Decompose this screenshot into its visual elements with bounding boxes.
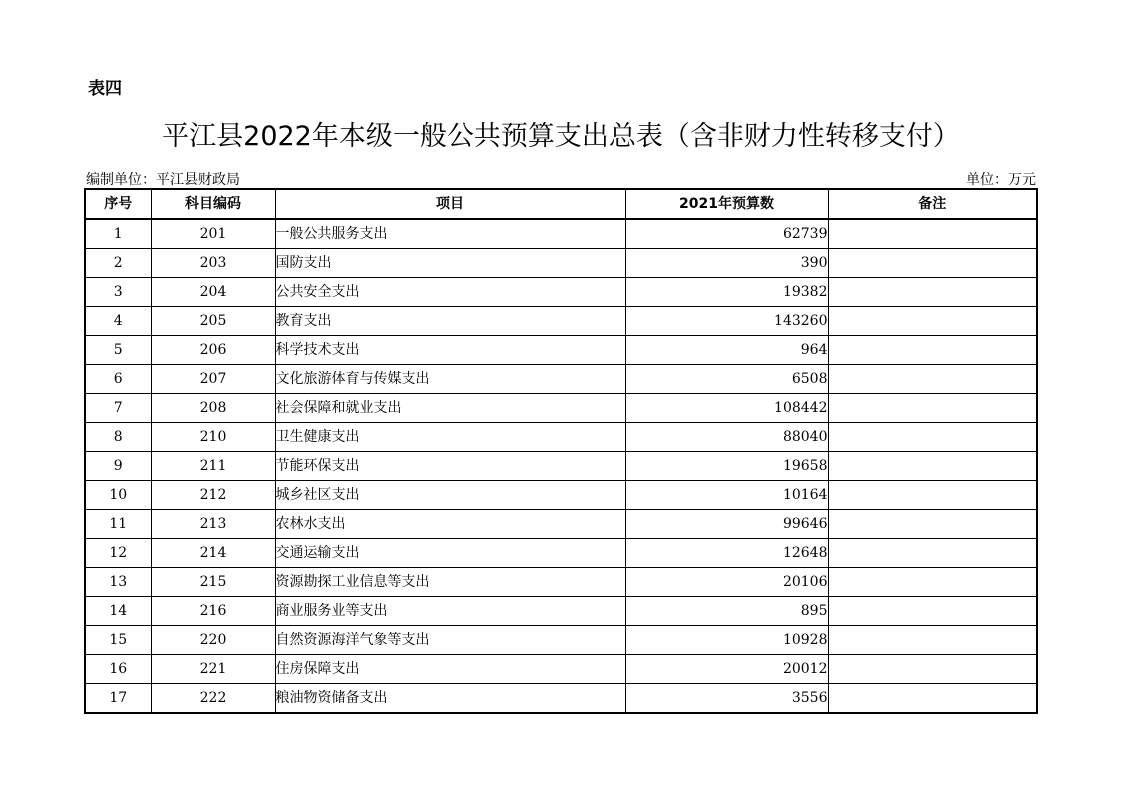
- budget-amount: 10164: [625, 481, 828, 510]
- item-name: 商业服务业等支出: [275, 597, 625, 626]
- header-no: 序号: [85, 189, 151, 219]
- subject-code: 210: [151, 423, 275, 452]
- header-code: 科目编码: [151, 189, 275, 219]
- row-number: 3: [85, 278, 151, 307]
- row-number: 4: [85, 307, 151, 336]
- header-row: [85, 189, 1037, 219]
- budget-amount: 99646: [625, 510, 828, 539]
- remark-cell: [828, 394, 1037, 423]
- row-number: 17: [85, 684, 151, 714]
- table-row: [85, 597, 1037, 626]
- subject-code: 211: [151, 452, 275, 481]
- subject-code: 221: [151, 655, 275, 684]
- subject-code: 207: [151, 365, 275, 394]
- table-row: [85, 655, 1037, 684]
- item-name: 农林水支出: [275, 510, 625, 539]
- item-name: 公共安全支出: [275, 278, 625, 307]
- compiler-unit: 编制单位：平江县财政局: [86, 172, 240, 188]
- remark-cell: [828, 365, 1037, 394]
- budget-amount: 964: [625, 336, 828, 365]
- item-name: 教育支出: [275, 307, 625, 336]
- row-number: 16: [85, 655, 151, 684]
- table-number-label: 表四: [88, 79, 122, 99]
- row-number: 10: [85, 481, 151, 510]
- table-row: [85, 481, 1037, 510]
- subject-code: 220: [151, 626, 275, 655]
- row-number: 7: [85, 394, 151, 423]
- table-row: [85, 510, 1037, 539]
- budget-amount: 390: [625, 249, 828, 278]
- budget-amount: 19382: [625, 278, 828, 307]
- item-name: 社会保障和就业支出: [275, 394, 625, 423]
- remark-cell: [828, 655, 1037, 684]
- item-name: 住房保障支出: [275, 655, 625, 684]
- subject-code: 215: [151, 568, 275, 597]
- row-number: 12: [85, 539, 151, 568]
- row-number: 14: [85, 597, 151, 626]
- row-number: 1: [85, 219, 151, 249]
- item-name: 资源勘探工业信息等支出: [275, 568, 625, 597]
- row-number: 15: [85, 626, 151, 655]
- remark-cell: [828, 626, 1037, 655]
- remark-cell: [828, 423, 1037, 452]
- table-row: [85, 394, 1037, 423]
- item-name: 交通运输支出: [275, 539, 625, 568]
- budget-amount: 19658: [625, 452, 828, 481]
- item-name: 科学技术支出: [275, 336, 625, 365]
- table-row: [85, 626, 1037, 655]
- row-number: 11: [85, 510, 151, 539]
- header-remark: 备注: [828, 189, 1037, 219]
- table-row: [85, 452, 1037, 481]
- table-row: [85, 539, 1037, 568]
- budget-table: [84, 188, 1038, 714]
- table-row: [85, 307, 1037, 336]
- item-name: 文化旅游体育与传媒支出: [275, 365, 625, 394]
- table-row: [85, 684, 1037, 714]
- table-row: [85, 423, 1037, 452]
- budget-amount: 143260: [625, 307, 828, 336]
- budget-amount: 895: [625, 597, 828, 626]
- subject-code: 208: [151, 394, 275, 423]
- budget-amount: 3556: [625, 684, 828, 714]
- item-name: 卫生健康支出: [275, 423, 625, 452]
- item-name: 国防支出: [275, 249, 625, 278]
- budget-amount: 6508: [625, 365, 828, 394]
- remark-cell: [828, 481, 1037, 510]
- row-number: 9: [85, 452, 151, 481]
- remark-cell: [828, 597, 1037, 626]
- remark-cell: [828, 336, 1037, 365]
- remark-cell: [828, 452, 1037, 481]
- subject-code: 216: [151, 597, 275, 626]
- remark-cell: [828, 568, 1037, 597]
- row-number: 5: [85, 336, 151, 365]
- remark-cell: [828, 684, 1037, 714]
- remark-cell: [828, 510, 1037, 539]
- subject-code: 204: [151, 278, 275, 307]
- item-name: 一般公共服务支出: [275, 219, 625, 249]
- table-row: [85, 365, 1037, 394]
- header-name: 项目: [275, 189, 625, 219]
- subject-code: 212: [151, 481, 275, 510]
- item-name: 自然资源海洋气象等支出: [275, 626, 625, 655]
- table-row: [85, 336, 1037, 365]
- row-number: 6: [85, 365, 151, 394]
- budget-amount: 20106: [625, 568, 828, 597]
- row-number: 13: [85, 568, 151, 597]
- remark-cell: [828, 249, 1037, 278]
- subject-code: 201: [151, 219, 275, 249]
- budget-amount: 88040: [625, 423, 828, 452]
- document-title: 平江县2022年本级一般公共预算支出总表（含非财力性转移支付）: [162, 121, 960, 152]
- remark-cell: [828, 278, 1037, 307]
- item-name: 节能环保支出: [275, 452, 625, 481]
- row-number: 2: [85, 249, 151, 278]
- item-name: 城乡社区支出: [275, 481, 625, 510]
- subject-code: 206: [151, 336, 275, 365]
- row-number: 8: [85, 423, 151, 452]
- table-row: [85, 219, 1037, 249]
- table-row: [85, 278, 1037, 307]
- subject-code: 222: [151, 684, 275, 714]
- table-body: [85, 219, 1037, 713]
- budget-amount: 20012: [625, 655, 828, 684]
- subject-code: 214: [151, 539, 275, 568]
- budget-amount: 62739: [625, 219, 828, 249]
- remark-cell: [828, 307, 1037, 336]
- budget-amount: 12648: [625, 539, 828, 568]
- table-row: [85, 249, 1037, 278]
- remark-cell: [828, 539, 1037, 568]
- budget-amount: 10928: [625, 626, 828, 655]
- subject-code: 213: [151, 510, 275, 539]
- header-amount: 2021年预算数: [625, 189, 828, 219]
- table-row: [85, 568, 1037, 597]
- remark-cell: [828, 219, 1037, 249]
- item-name: 粮油物资储备支出: [275, 684, 625, 714]
- amount-unit: 单位：万元: [966, 172, 1036, 188]
- subject-code: 205: [151, 307, 275, 336]
- subject-code: 203: [151, 249, 275, 278]
- budget-amount: 108442: [625, 394, 828, 423]
